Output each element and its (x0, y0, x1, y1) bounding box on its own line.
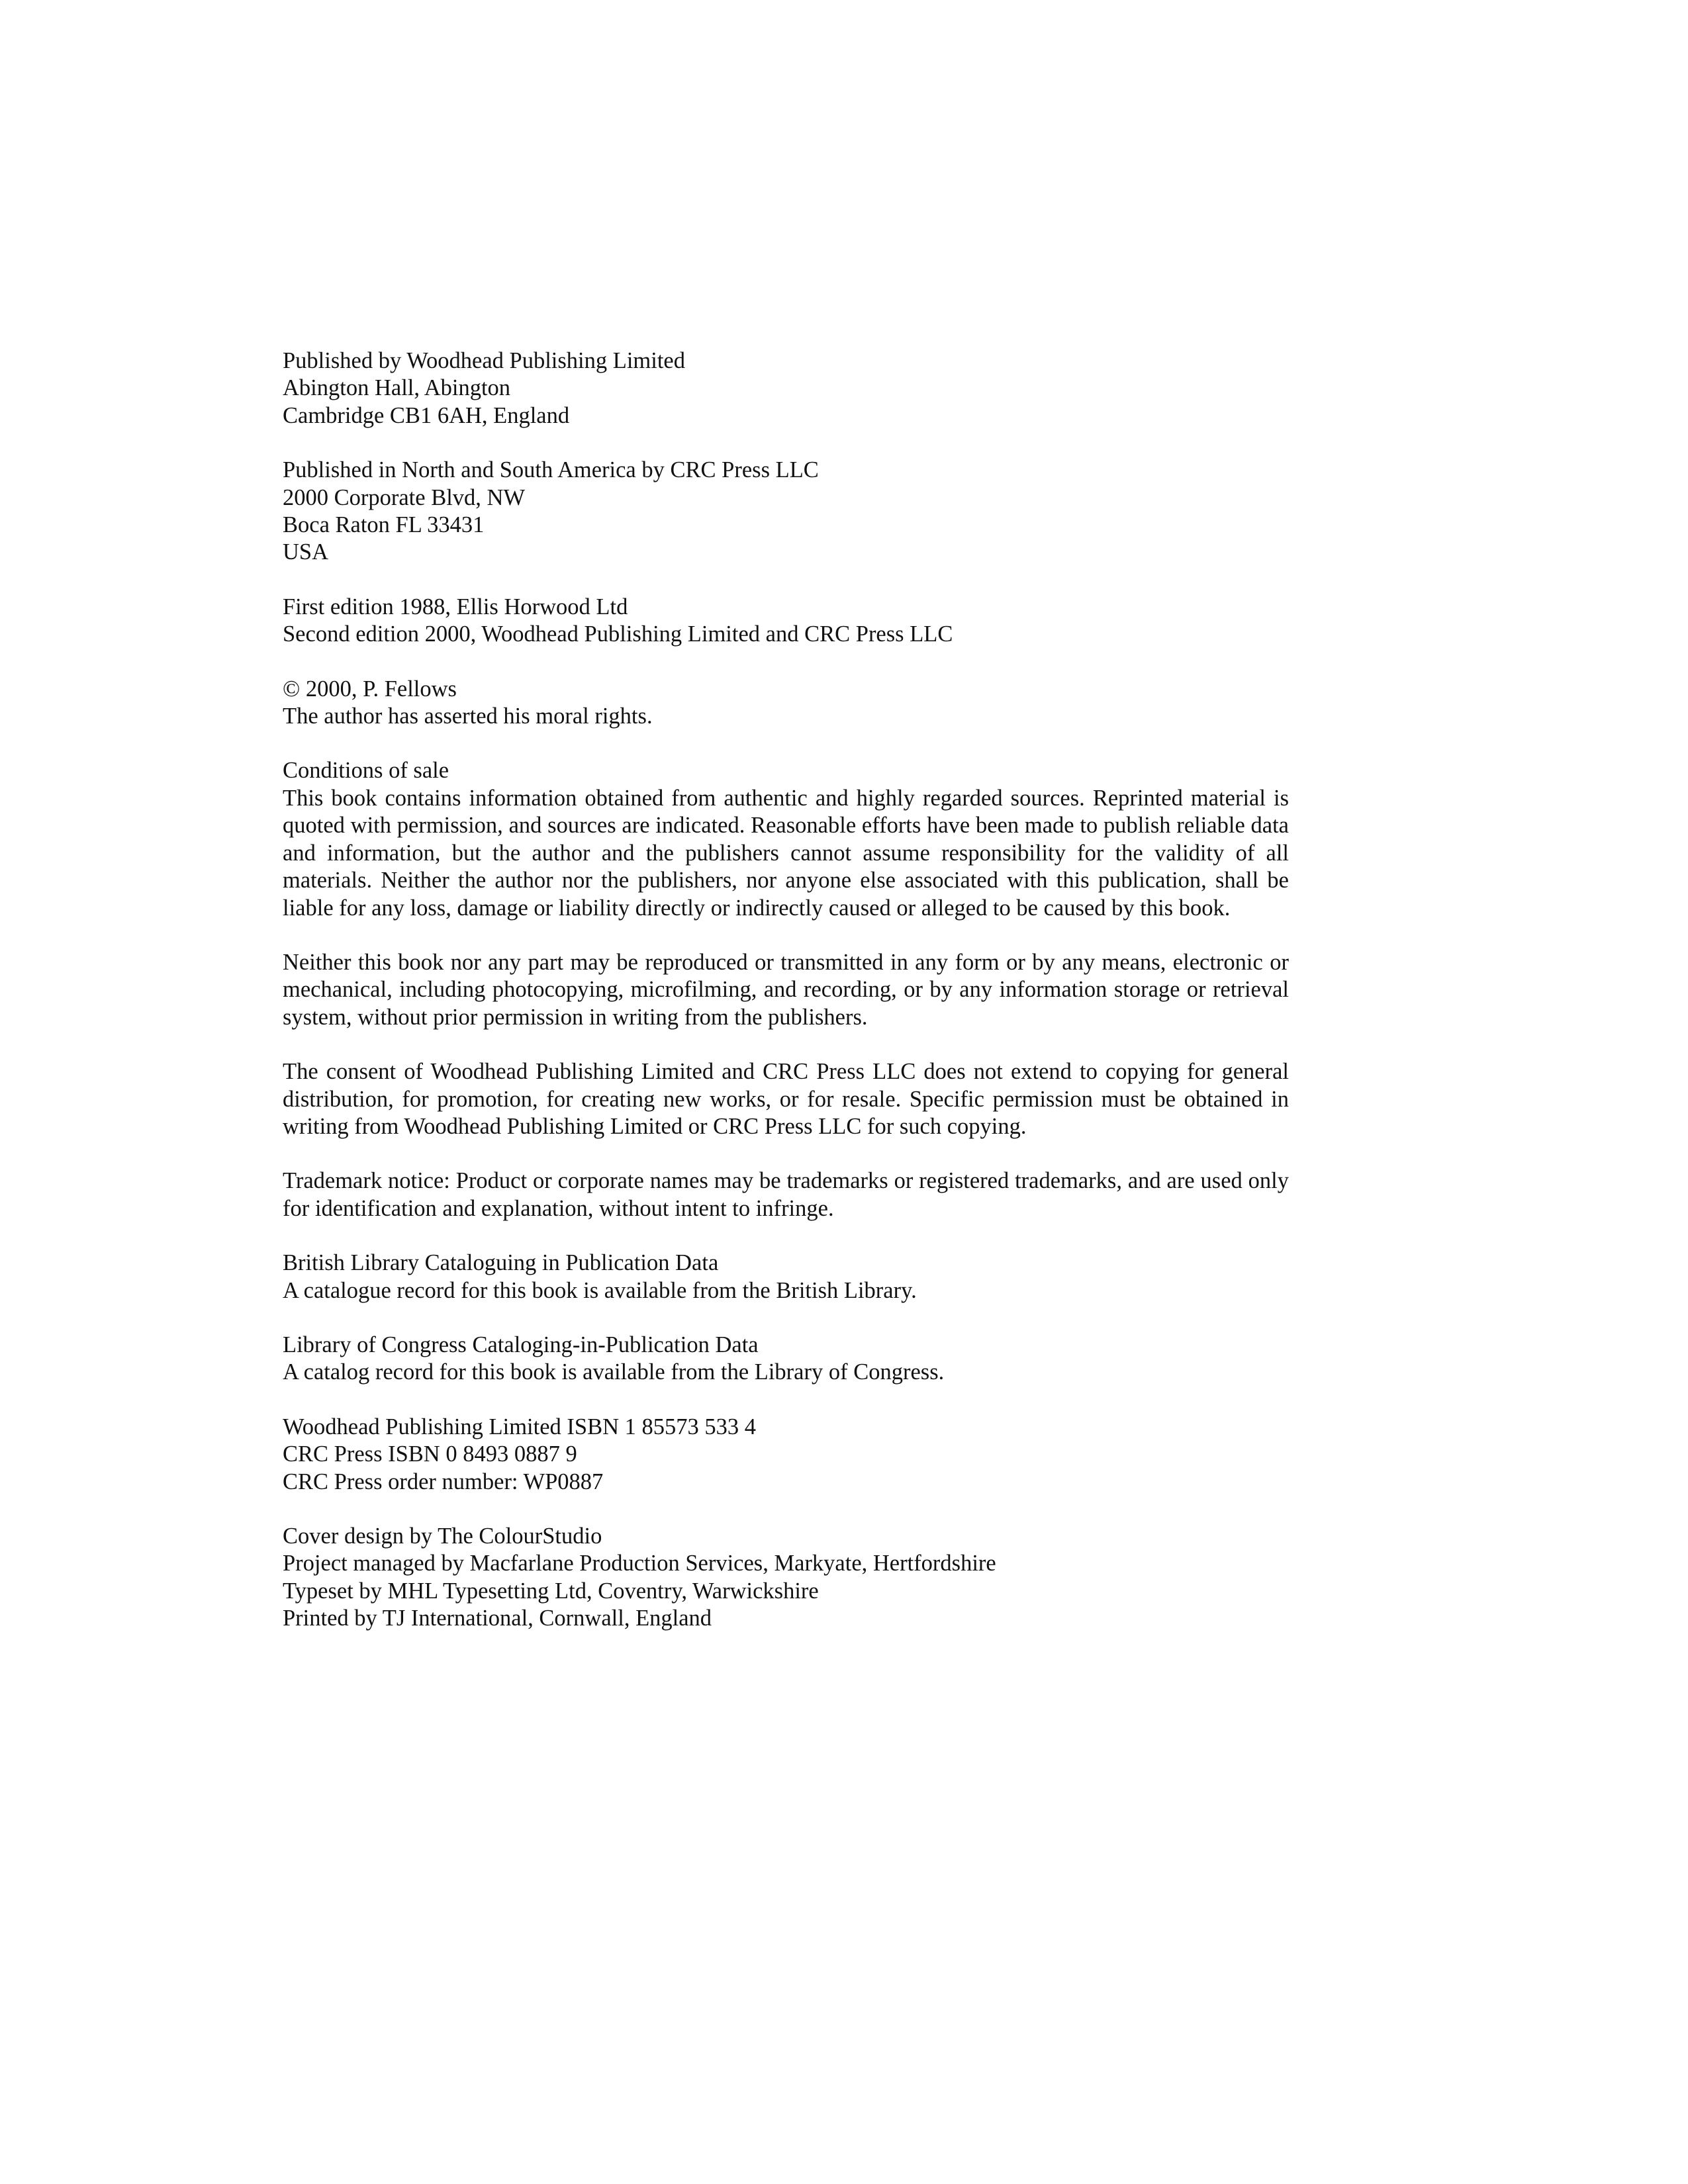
conditions-heading: Conditions of sale (283, 758, 449, 784)
production-block (283, 1523, 1289, 1633)
americas-publisher-address-line: 2000 Corporate Blvd, NW (283, 484, 526, 510)
british-library-heading: British Library Cataloguing in Publication Data (283, 1250, 719, 1276)
editions-block (283, 594, 1289, 649)
british-library-text: A catalogue record for this book is available from the British Library. (283, 1277, 917, 1303)
typesetting-credit: Typeset by MHL Typesetting Ltd, Coventry, Warwickshire (283, 1578, 819, 1604)
copyright-page-content (283, 347, 1289, 1660)
copyright-block (283, 676, 1289, 731)
printing-credit: Printed by TJ International, Cornwall, England (283, 1606, 712, 1631)
consent-text: The consent of Woodhead Publishing Limited and CRC Press LLC does not extend to copying for general distribution, for promotion, for creating new works, or for resale. Specific permission must be obtained in writing from Woodhead Publishing Limited or CRC Press LLC for such copying. (283, 1059, 1289, 1139)
consent-block (283, 1058, 1289, 1140)
first-edition: First edition 1988, Ellis Horwood Ltd (283, 594, 628, 619)
publisher-name: Published by Woodhead Publishing Limited (283, 348, 685, 373)
crc-isbn: CRC Press ISBN 0 8493 0887 9 (283, 1441, 577, 1467)
moral-rights-statement: The author has asserted his moral rights. (283, 704, 653, 729)
conditions-text: This book contains information obtained from authentic and highly regarded sources. Reprinted material is quoted with permission, and sources are indicated. Reasonable efforts have been made to publish reliable data and information, but the author and the publishers cannot assume responsibility for the validity of all materials. Neither the author nor the publishers, nor anyone else associated with this publication, shall be liable for any loss, damage or liability directly or indirectly caused or alleged to be caused by this book. (283, 785, 1289, 921)
americas-publisher-address-line: Boca Raton FL 33431 (283, 512, 485, 538)
british-library-block (283, 1250, 1289, 1304)
reproduction-text: Neither this book nor any part may be reproduced or transmitted in any form or by any means, electronic or mechanical, including photocopying, microfilming, and recording, or by any information storage or retrieval system, without prior permission in writing from the publishers. (283, 949, 1289, 1030)
publisher-address-line: Cambridge CB1 6AH, England (283, 402, 570, 428)
reproduction-block (283, 949, 1289, 1031)
isbn-block (283, 1414, 1289, 1496)
publisher-address-line: Abington Hall, Abington (283, 375, 511, 401)
trademark-block (283, 1167, 1289, 1222)
americas-publisher-address-line: USA (283, 539, 329, 565)
second-edition: Second edition 2000, Woodhead Publishing Limited and CRC Press LLC (283, 621, 953, 647)
copyright-notice: © 2000, P. Fellows (283, 676, 457, 702)
conditions-block (283, 757, 1289, 921)
library-of-congress-text: A catalog record for this book is available from the Library of Congress. (283, 1359, 945, 1385)
publisher-block (283, 347, 1289, 430)
americas-publisher-block (283, 457, 1289, 567)
crc-order-number: CRC Press order number: WP0887 (283, 1469, 604, 1494)
project-management-credit: Project managed by Macfarlane Production Services, Markyate, Hertfordshire (283, 1551, 996, 1576)
trademark-text: Trademark notice: Product or corporate names may be trademarks or registered trademarks, and are used only for identification and explanation, without intent to infringe. (283, 1168, 1289, 1221)
woodhead-isbn: Woodhead Publishing Limited ISBN 1 85573 533 4 (283, 1414, 756, 1439)
americas-publisher-name: Published in North and South America by CRC Press LLC (283, 457, 819, 483)
library-of-congress-block (283, 1332, 1289, 1387)
library-of-congress-heading: Library of Congress Cataloging-in-Publication Data (283, 1332, 759, 1357)
cover-design-credit: Cover design by The ColourStudio (283, 1524, 602, 1549)
